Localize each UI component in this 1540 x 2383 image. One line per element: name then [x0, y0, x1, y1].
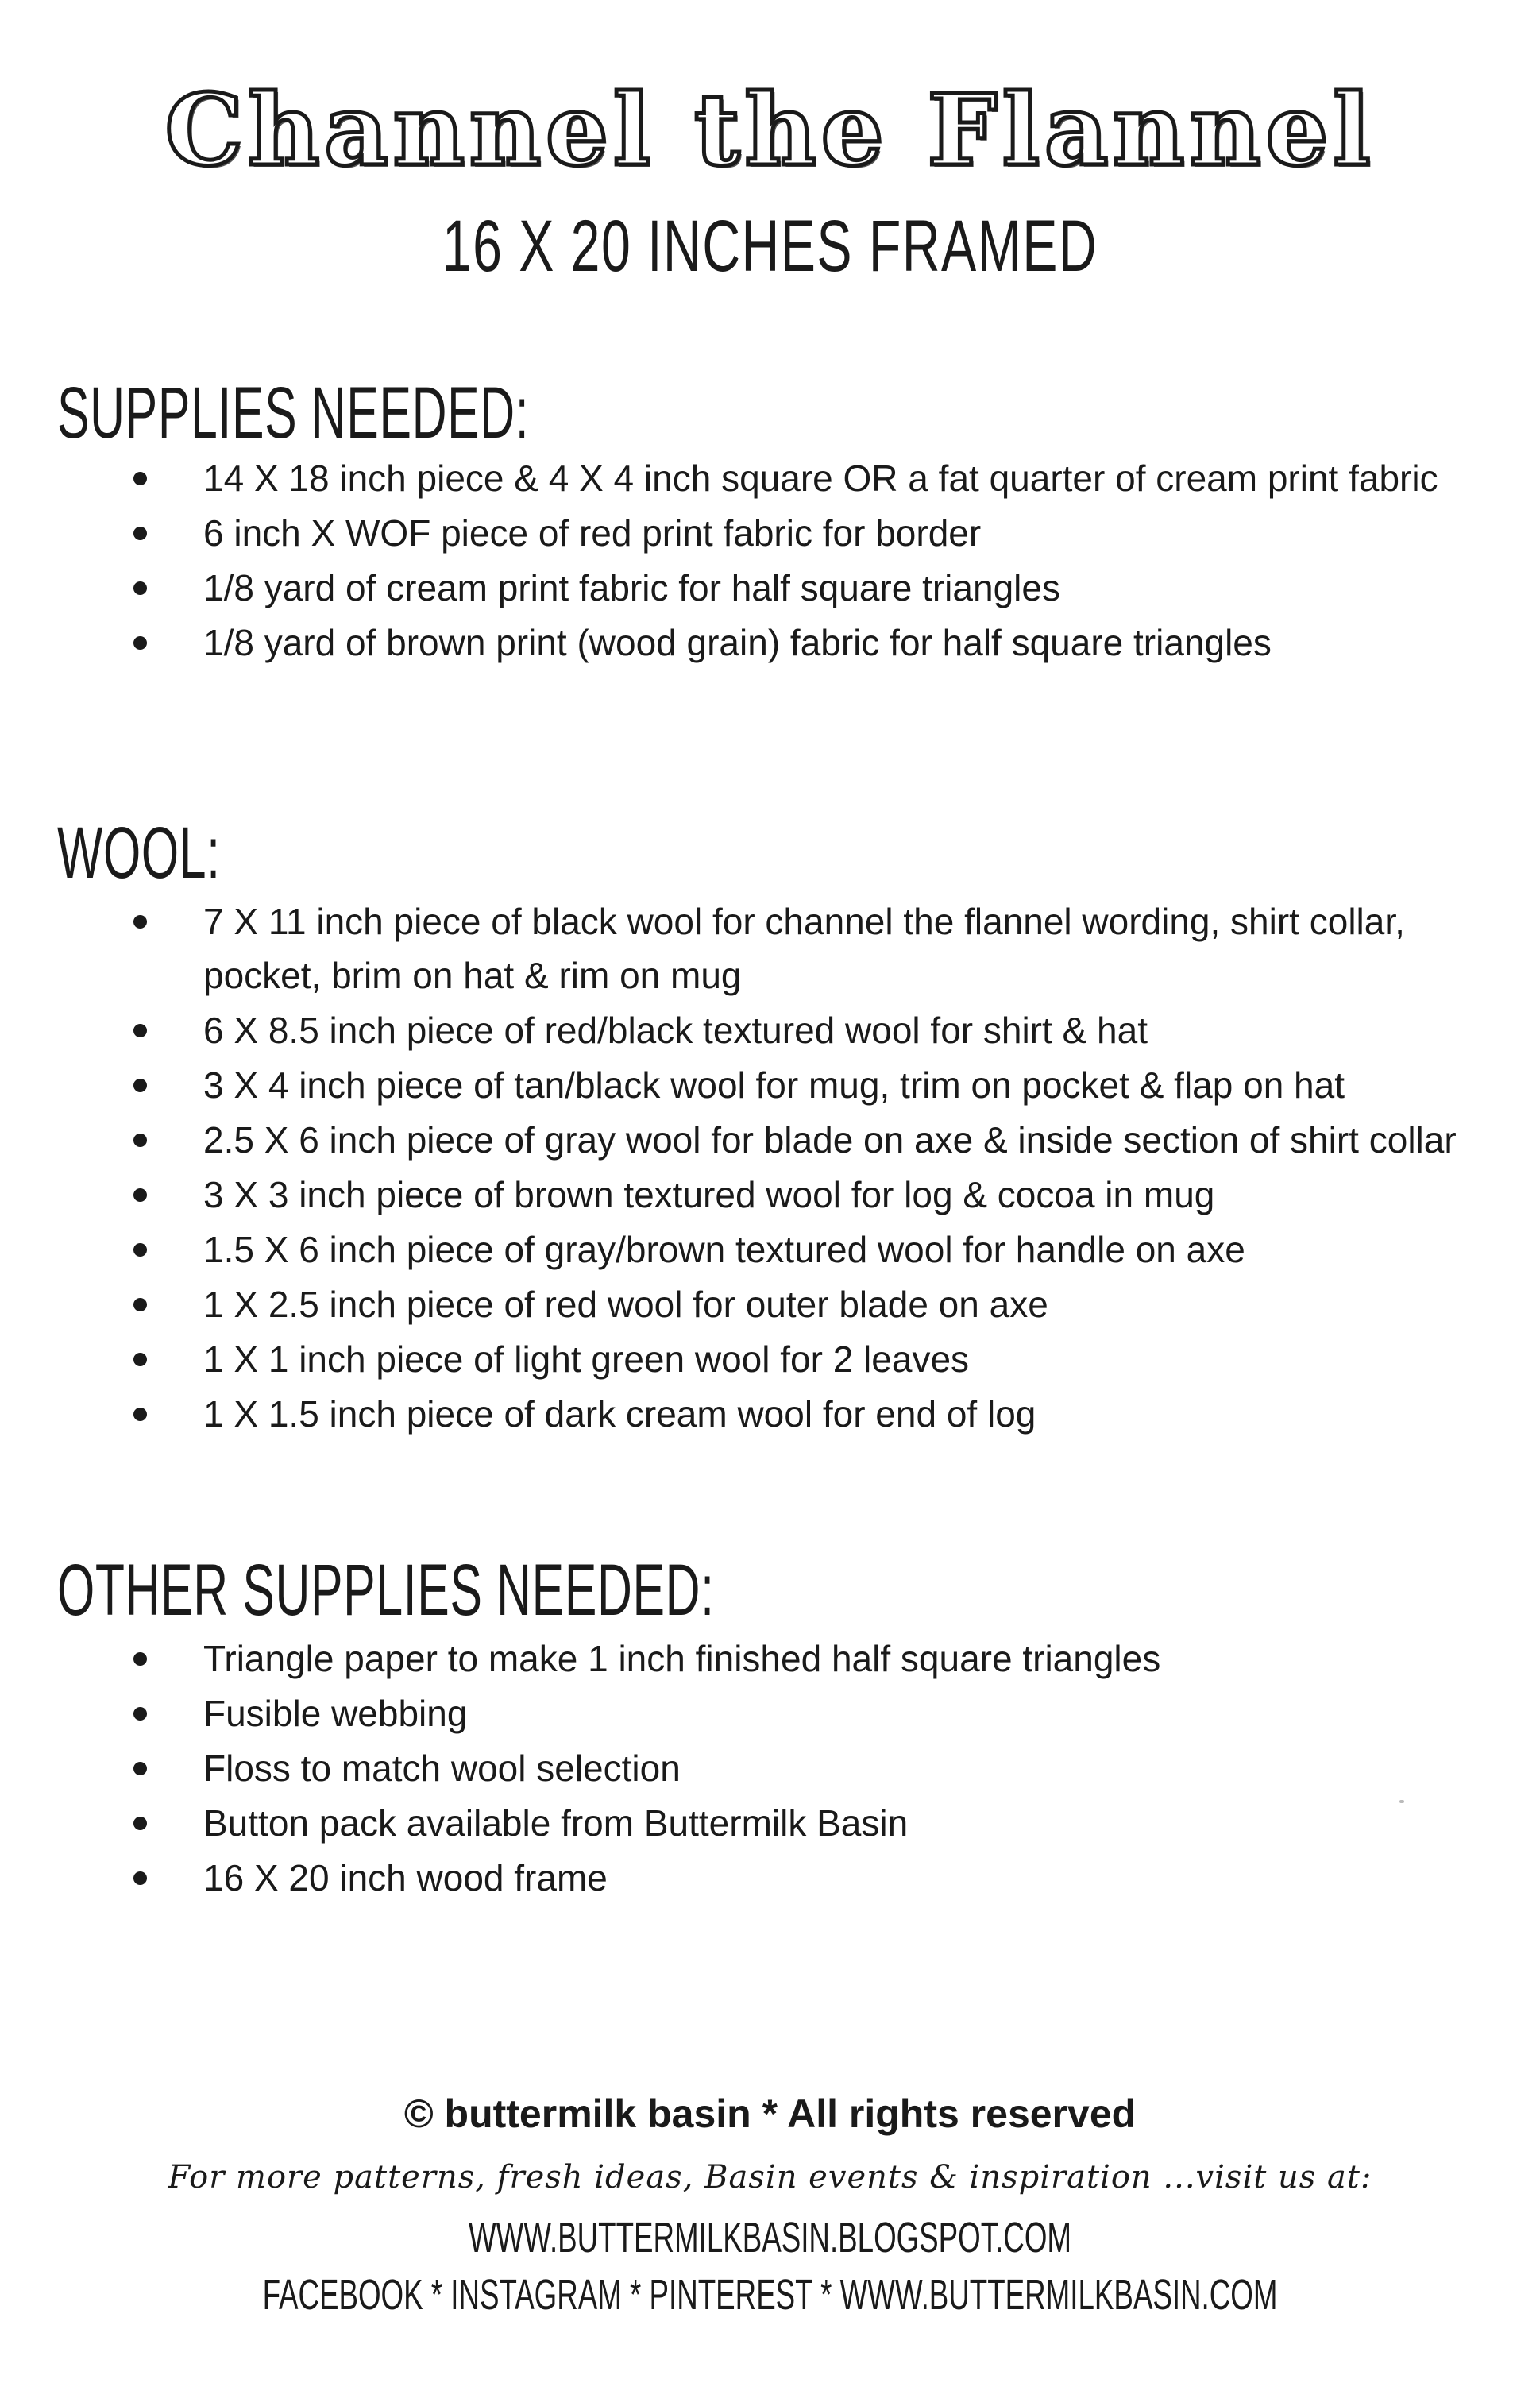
- list-item: 7 X 11 inch piece of black wool for channel the flannel wording, shirt collar, pocket, brim on hat & rim on mug: [127, 894, 1461, 1002]
- list-item: Button pack available from Buttermilk Basin: [127, 1796, 1461, 1850]
- bullet-icon: [133, 472, 147, 485]
- page-title: Channel the Flannel: [164, 73, 1376, 188]
- bullet-icon: [133, 1871, 147, 1885]
- list-item: 1/8 yard of brown print (wood grain) fabric for half square triangles: [127, 616, 1461, 670]
- list-item: 6 inch X WOF piece of red print fabric for border: [127, 506, 1461, 560]
- list-item: Fusible webbing: [127, 1686, 1461, 1740]
- other-supplies-heading: OTHER SUPPLIES NEEDED:: [57, 1550, 715, 1631]
- bullet-icon: [133, 1408, 147, 1421]
- bullet-icon: [133, 1817, 147, 1830]
- page-subtitle: 16 X 20 INCHES FRAMED: [442, 206, 1098, 287]
- bullet-icon: [133, 1024, 147, 1037]
- list-item: 3 X 4 inch piece of tan/black wool for mug, trim on pocket & flap on hat: [127, 1058, 1461, 1112]
- list-item: 1 X 1.5 inch piece of dark cream wool for end of log: [127, 1387, 1461, 1441]
- bullet-icon: [133, 1243, 147, 1257]
- bullet-icon: [133, 1762, 147, 1775]
- copyright-notice: © buttermilk basin * All rights reserved: [403, 2091, 1137, 2136]
- scan-speck: [1399, 1800, 1404, 1803]
- list-item: 16 X 20 inch wood frame: [127, 1851, 1461, 1905]
- list-item: 2.5 X 6 inch piece of gray wool for blade on axe & inside section of shirt collar: [127, 1113, 1461, 1167]
- supplies-heading: SUPPLIES NEEDED:: [57, 373, 530, 454]
- bullet-icon: [133, 1353, 147, 1366]
- list-item: 1 X 1 inch piece of light green wool for 2 leaves: [127, 1332, 1461, 1386]
- list-item: 3 X 3 inch piece of brown textured wool for log & cocoa in mug: [127, 1168, 1461, 1222]
- bullet-icon: [133, 1079, 147, 1092]
- list-item: 1.5 X 6 inch piece of gray/brown textured wool for handle on axe: [127, 1222, 1461, 1276]
- bullet-icon: [133, 1707, 147, 1721]
- other-supplies-list: [127, 1632, 1461, 1906]
- social-links: FACEBOOK * INSTAGRAM * PINTEREST * WWW.BUTTERMILKBASIN.COM: [262, 2271, 1278, 2319]
- supplies-list: [127, 451, 1461, 670]
- list-item: Floss to match wool selection: [127, 1741, 1461, 1795]
- bullet-icon: [133, 1298, 147, 1311]
- wool-list: [127, 894, 1461, 1442]
- bullet-icon: [133, 581, 147, 595]
- list-item: 1 X 2.5 inch piece of red wool for outer blade on axe: [127, 1277, 1461, 1331]
- bullet-icon: [133, 636, 147, 650]
- bullet-icon: [133, 527, 147, 540]
- bullet-icon: [133, 1188, 147, 1202]
- wool-heading: WOOL:: [57, 813, 221, 894]
- list-item: Triangle paper to make 1 inch finished half square triangles: [127, 1632, 1461, 1686]
- list-item: 1/8 yard of cream print fabric for half square triangles: [127, 561, 1461, 615]
- list-item: 14 X 18 inch piece & 4 X 4 inch square OR a fat quarter of cream print fabric: [127, 451, 1461, 505]
- bullet-icon: [133, 915, 147, 929]
- blog-url: WWW.BUTTERMILKBASIN.BLOGSPOT.COM: [469, 2214, 1071, 2261]
- footer-tagline: For more patterns, fresh ideas, Basin events & inspiration ...visit us at:: [168, 2159, 1372, 2196]
- bullet-icon: [133, 1134, 147, 1147]
- bullet-icon: [133, 1652, 147, 1666]
- list-item: 6 X 8.5 inch piece of red/black textured wool for shirt & hat: [127, 1003, 1461, 1057]
